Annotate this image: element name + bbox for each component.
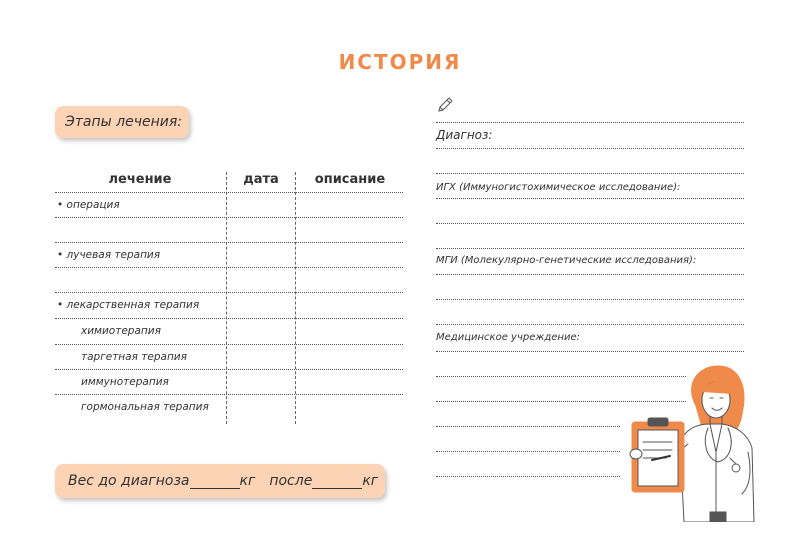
treatment-table: [55, 172, 403, 424]
form-line: [436, 173, 744, 174]
table-rule: [55, 394, 403, 395]
treatment-stages-label: [55, 106, 189, 138]
form-line: [436, 248, 744, 249]
form-line: [436, 274, 744, 275]
form-line: [436, 351, 744, 352]
form-line: [436, 148, 744, 149]
diagnosis-label: Диагноз:: [436, 128, 493, 142]
table-row-immunotherapy: иммунотерапия: [81, 376, 169, 388]
table-rule: [55, 292, 403, 293]
column-divider: [295, 172, 296, 424]
weight-field: [55, 464, 385, 498]
weight-unit: кг: [239, 473, 256, 489]
form-line: [436, 451, 620, 452]
table-row-radiotherapy: • лучевая терапия: [57, 249, 161, 261]
form-line: [436, 324, 744, 325]
weight-after-label: после: [269, 473, 313, 489]
mgi-label: МГИ (Молекулярно-генетические исследования):: [436, 255, 697, 266]
form-line: [436, 299, 744, 300]
weight-before-label: Вес до диагноза: [68, 473, 190, 489]
form-line: [436, 122, 744, 123]
igh-label: ИГХ (Иммуногистохимическое исследование):: [436, 182, 681, 193]
table-rule: [55, 318, 403, 319]
weight-before-blank: [190, 474, 240, 489]
form-line: [436, 223, 744, 224]
table-row-surgery: • операция: [57, 199, 120, 211]
institution-label: Медицинское учреждение:: [436, 332, 580, 343]
table-rule: [55, 369, 403, 370]
table-row-targeted-therapy: таргетная терапия: [81, 351, 187, 363]
table-rule: [55, 344, 403, 345]
column-header-date: дата: [243, 172, 279, 187]
column-divider: [226, 172, 227, 424]
pencil-icon: [436, 96, 454, 114]
weight-unit: кг: [362, 473, 379, 489]
table-row-chemotherapy: химиотерапия: [81, 325, 161, 337]
table-rule: [55, 267, 403, 268]
column-header-description: описание: [314, 172, 386, 187]
weight-after-blank: [312, 474, 362, 489]
table-rule: [55, 242, 403, 243]
page-title: ИСТОРИЯ: [338, 50, 462, 74]
table-rule: [55, 217, 403, 218]
column-header-treatment: лечение: [108, 172, 172, 187]
table-rule: [55, 192, 403, 193]
form-line: [436, 198, 744, 199]
treatment-stages-text: Этапы лечения:: [65, 114, 183, 130]
doctor-illustration: [618, 362, 758, 522]
form-line: [436, 426, 620, 427]
table-row-hormone-therapy: гормональная терапия: [81, 401, 209, 413]
form-line: [436, 476, 620, 477]
table-row-drug-therapy: • лекарственная терапия: [57, 299, 200, 311]
